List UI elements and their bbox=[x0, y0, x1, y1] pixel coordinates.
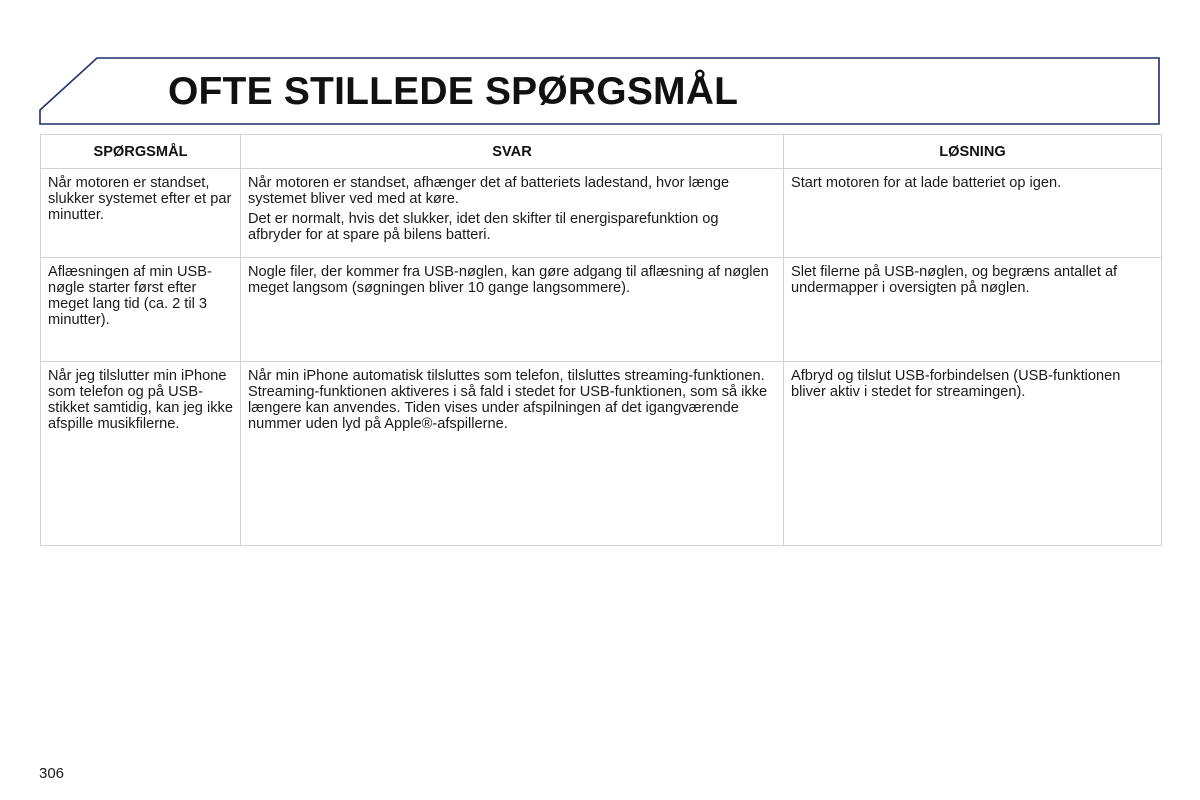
table-header-row bbox=[41, 135, 1162, 169]
page-title: OFTE STILLEDE SPØRGSMÅL bbox=[168, 70, 739, 113]
answer-paragraph: Det er normalt, hvis det slukker, idet den skifter til energisparefunktion og afbryder for at spare på bilens batteri. bbox=[248, 211, 719, 243]
header-answer: SVAR bbox=[241, 135, 784, 169]
table-row bbox=[41, 169, 1162, 258]
title-banner bbox=[0, 0, 1200, 130]
solution-cell: Start motoren for at lade batteriet op igen. bbox=[784, 169, 1162, 258]
header-solution: LØSNING bbox=[784, 135, 1162, 169]
page-number: 306 bbox=[39, 765, 65, 782]
answer-paragraph: Når motoren er standset, afhænger det af batteriets ladestand, hvor længe systemet bliver ved med at køre. bbox=[248, 175, 730, 207]
question-cell: Aflæsningen af min USB-nøgle starter først efter meget lang tid (ca. 2 til 3 minutter). bbox=[41, 258, 241, 362]
table-row bbox=[41, 258, 1162, 362]
question-cell: Når motoren er standset, slukker systemet efter et par minutter. bbox=[41, 169, 241, 258]
solution-cell: Slet filerne på USB-nøglen, og begræns antallet af undermapper i oversigten på nøglen. bbox=[784, 258, 1162, 362]
header-question: SPØRGSMÅL bbox=[41, 135, 241, 169]
solution-cell: Afbryd og tilslut USB-forbindelsen (USB-funktionen bliver aktiv i stedet for streamingen). bbox=[784, 362, 1162, 546]
answer-cell: Når min iPhone automatisk tilsluttes som telefon, tilsluttes streaming-funktionen. Streaming-funktionen aktiveres i så fald i stedet for USB-funktionen, som så ikke længere kan anvendes. Tiden vises under afspilningen af det igangværende nummer uden lyd på Apple®-afspillerne. bbox=[241, 362, 784, 546]
answer-cell bbox=[241, 169, 784, 258]
answer-cell: Nogle filer, der kommer fra USB-nøglen, kan gøre adgang til aflæsning af nøglen meget langsom (søgningen bliver 10 gange langsommere). bbox=[241, 258, 784, 362]
table-row bbox=[41, 362, 1162, 546]
question-cell: Når jeg tilslutter min iPhone som telefon og på USB-stikket samtidig, kan jeg ikke afspille musikfilerne. bbox=[41, 362, 241, 546]
faq-table bbox=[40, 134, 1162, 546]
